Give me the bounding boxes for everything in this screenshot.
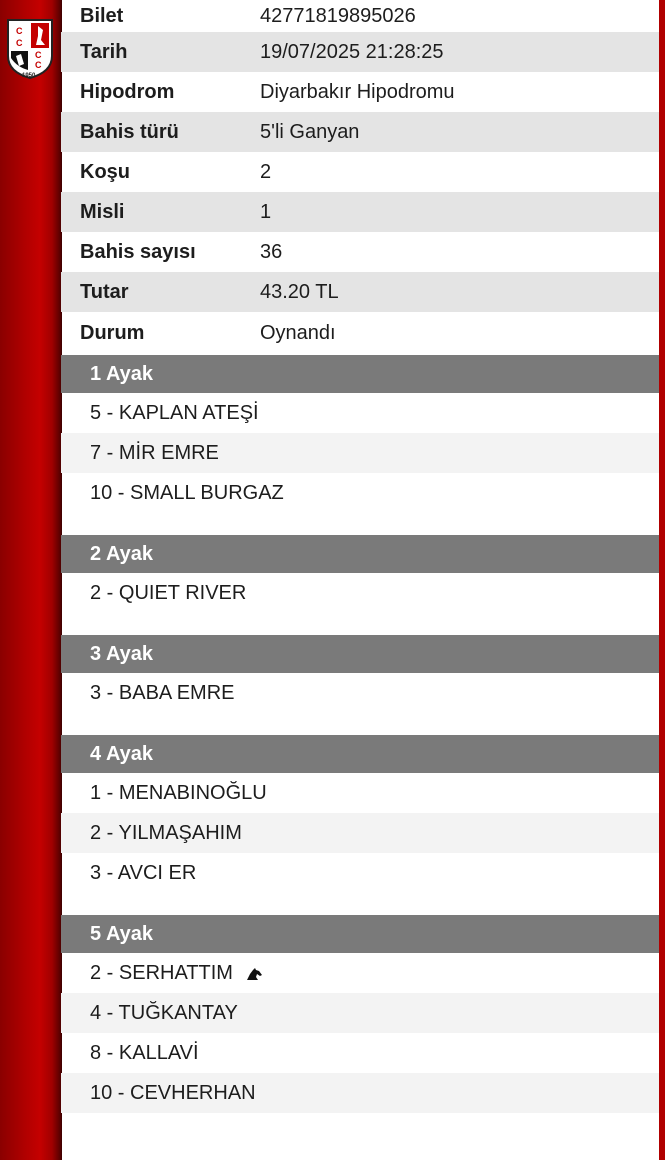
ticket-value: 1: [260, 200, 272, 223]
ticket-value: 36: [260, 240, 283, 263]
horse-item: 5 - KAPLAN ATEŞİ: [90, 401, 259, 424]
horse-item: 2 - YILMAŞAHIM: [61, 813, 659, 853]
leg-header: 1 Ayak: [61, 355, 659, 393]
horse-head-icon: [245, 965, 263, 981]
ticket-value: Oynandı: [260, 322, 336, 344]
ticket-value: 2: [260, 160, 272, 183]
sidebar: [0, 0, 62, 1160]
ticket-label: Hipodrom: [80, 80, 175, 103]
svg-text:C: C: [16, 38, 23, 48]
horse-name: 2 - SERHATTIM: [90, 961, 233, 984]
ticket-label: Tutar: [80, 280, 129, 303]
ticket-detail: [61, 0, 659, 1113]
ticket-row-hipodrom: [61, 72, 659, 112]
svg-text:C: C: [16, 26, 23, 36]
leg-spacer: [61, 513, 659, 535]
ticket-row-tarih: [61, 32, 659, 72]
horse-item: 3 - AVCI ER: [90, 861, 197, 884]
leg-spacer: [61, 893, 659, 915]
ticket-label: Bahis türü: [80, 120, 179, 143]
horse-item: 2 - QUIET RIVER: [90, 581, 247, 604]
horse-item: 4 - TUĞKANTAY: [61, 993, 659, 1033]
leg-spacer: [61, 613, 659, 635]
ticket-value: Diyarbakır Hipodromu: [260, 80, 455, 103]
leg-header: 2 Ayak: [61, 535, 659, 573]
ticket-value: 43.20 TL: [260, 280, 339, 303]
ticket-row-bilet: [61, 0, 659, 32]
ticket-label: Bilet: [80, 4, 124, 27]
horse-item: 10 - SMALL BURGAZ: [90, 481, 284, 504]
ticket-value: 19/07/2025 21:28:25: [260, 40, 444, 63]
horse-item: 1 - MENABINOĞLU: [90, 781, 267, 804]
horse-item: 10 - CEVHERHAN: [61, 1073, 659, 1113]
leg-header: 5 Ayak: [61, 915, 659, 953]
svg-text:C: C: [35, 50, 42, 60]
ticket-label: Koşu: [80, 160, 130, 183]
club-logo[interactable]: [5, 18, 55, 80]
ticket-row-bahis-turu: [61, 112, 659, 152]
logo-year: 1950: [22, 73, 36, 79]
ticket-row-misli: [61, 192, 659, 232]
horse-item: 8 - KALLAVİ: [90, 1041, 199, 1064]
leg-spacer: [61, 713, 659, 735]
horse-item: 7 - MİR EMRE: [61, 433, 659, 473]
leg-header: 4 Ayak: [61, 735, 659, 773]
svg-text:C: C: [35, 60, 42, 70]
ticket-row-kosu: [61, 152, 659, 192]
ticket-label: Bahis sayısı: [80, 240, 196, 263]
ticket-row-bahis-sayisi: [61, 232, 659, 272]
ticket-value: 5'li Ganyan: [260, 120, 360, 143]
ticket-label: Durum: [80, 322, 145, 344]
ticket-label: Tarih: [80, 40, 128, 63]
horse-item: [61, 953, 659, 993]
right-border: [659, 0, 665, 1160]
horse-item: 3 - BABA EMRE: [90, 681, 235, 704]
leg-header: 3 Ayak: [61, 635, 659, 673]
ticket-value: 42771819895026: [260, 4, 416, 27]
ticket-row-durum: [61, 312, 659, 355]
ticket-row-tutar: [61, 272, 659, 312]
ticket-label: Misli: [80, 200, 125, 223]
